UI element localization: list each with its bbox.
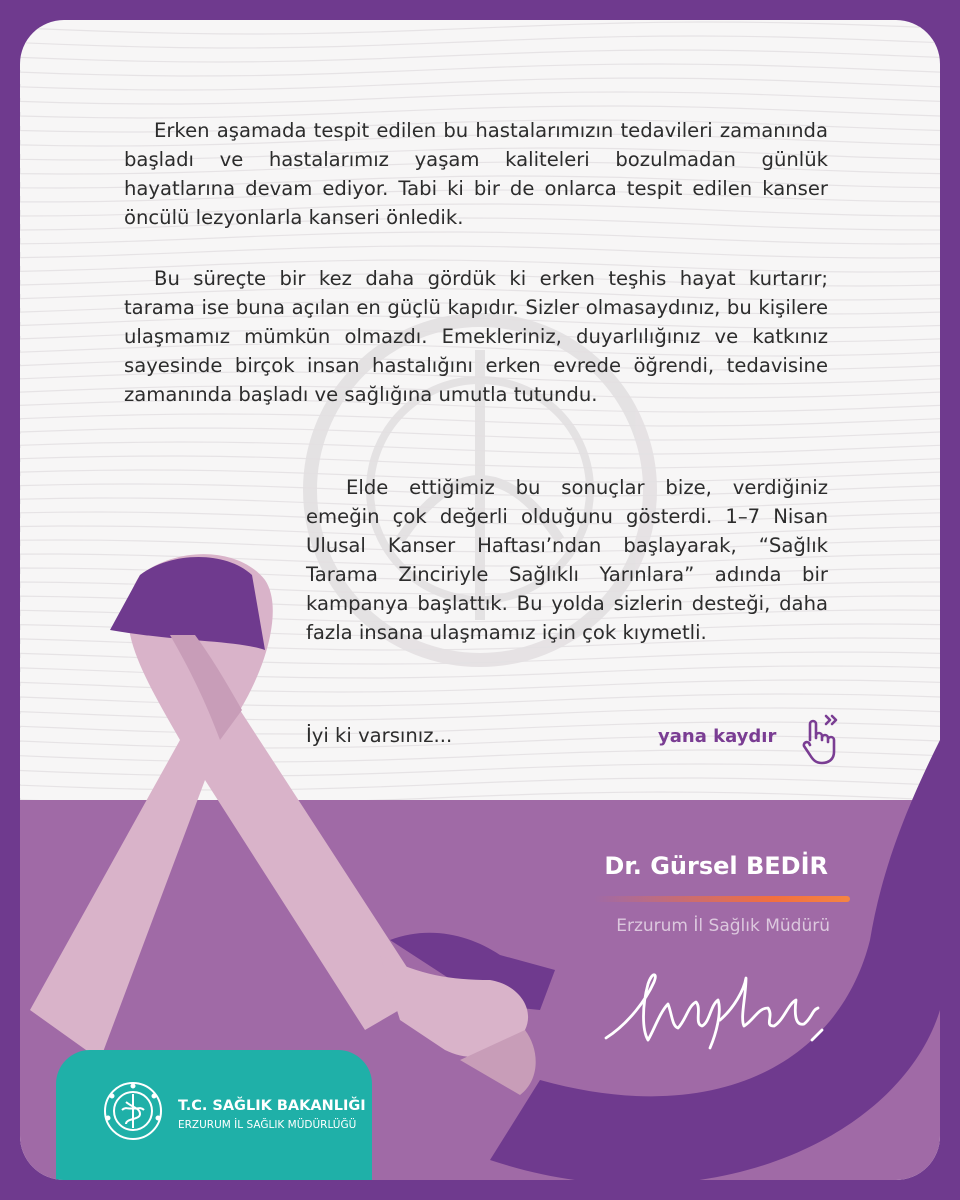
handwritten-signature (598, 960, 838, 1052)
signatory-title: Erzurum İl Sağlık Müdürü (616, 916, 830, 936)
letter-paragraph-3: Elde ettiğimiz bu sonuçlar bize, verdiğiniz emeğin çok değerli olduğunu gösterdi. 1–7 Nisan Ulusal Kanser Haftası’ndan başlayarak, “Sağlık Tarama Zinciriyle Sağlıklı Yarınlara” adında bir kampanya başlattık. Bu yolda sizlerin desteği, daha fazla insana ulaşmamız için çok kıymetli. (306, 476, 828, 644)
awareness-ribbon (30, 554, 425, 1060)
letter-card (20, 20, 940, 1180)
letter-closing: İyi ki varsınız... (306, 724, 453, 747)
accent-underline (594, 896, 850, 902)
handshake (380, 933, 555, 1095)
ministry-name: T.C. SAĞLIK BAKANLIĞI (178, 1098, 366, 1114)
signatory-name: Dr. Gürsel BEDİR (604, 852, 828, 880)
ministry-emblem-icon (102, 1080, 164, 1142)
letter-paragraph-2: Bu süreçte bir kez daha gördük ki erken teşhis hayat kurtarır; tarama ise buna açılan en güçlü kapıdır. Sizler olmasaydınız, bu kişilere ulaşmamız mümkün olmazdı. Emekleriniz, duyarlılığınız ve katkınız sayesinde birçok insan hastalığını erken evrede öğrendi, tedavisine zamanında başladı ve sağlığına umutla tutundu. (124, 267, 828, 406)
swipe-hand-icon (800, 710, 846, 766)
letter-paragraph-1: Erken aşamada tespit edilen bu hastalarımızın tedavileri zamanında başladı ve hastalarımız yaşam kaliteleri bozulmadan günlük hayatlarına devam ediyor. Tabi ki bir de onlarca tespit edilen kanser öncülü lezyonlarla kanseri önledik. (124, 119, 828, 229)
ministry-logo-panel (56, 1050, 372, 1180)
swipe-hint-label: yana kaydır (658, 726, 777, 747)
directorate-name: ERZURUM İL SAĞLIK MÜDÜRLÜĞÜ (178, 1119, 357, 1131)
